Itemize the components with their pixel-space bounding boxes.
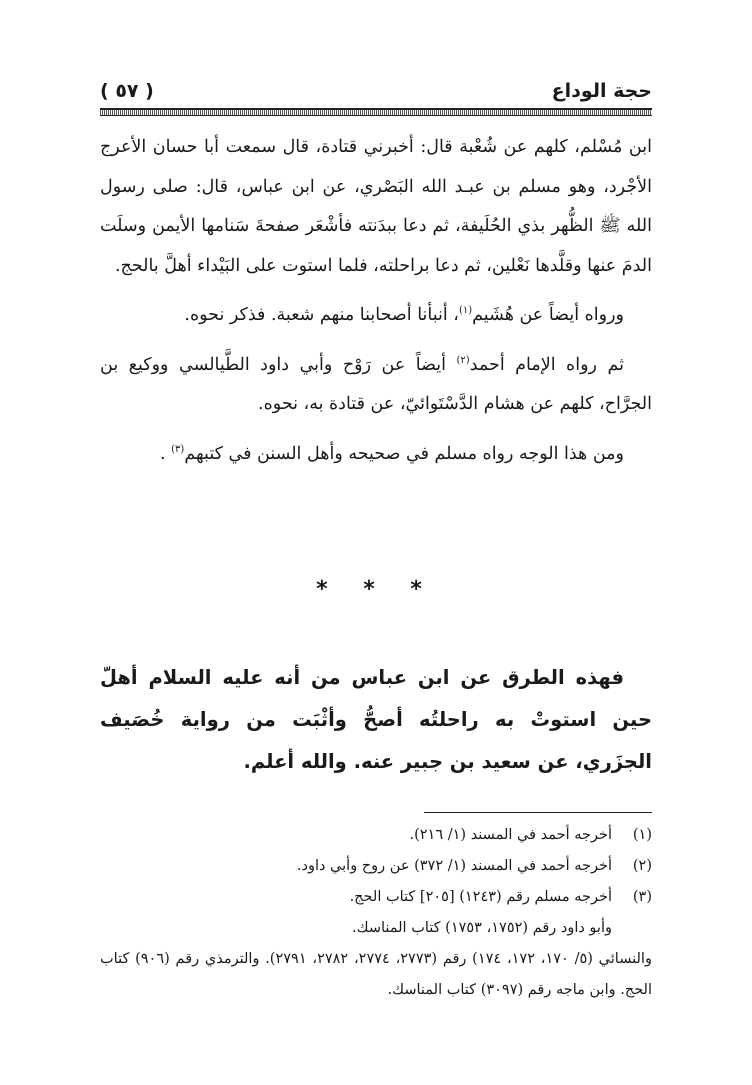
footnote-number: (٢) (632, 858, 652, 874)
para3-rest: أيضاً عن رَوْح وأبي داود الطَّيالسي ووكيع بن الجرَّاح، كلهم عن هشام الدَّسْتَوائيّ، عن قتادة به، نحوه. (100, 354, 652, 414)
section-separator: * * * (316, 577, 436, 602)
paragraph-muslim (100, 435, 652, 475)
footnote-3-continuation (100, 944, 652, 1006)
para4-text: ومن هذا الوجه رواه مسلم في صحيحه وأهل السنن في كتبهم (184, 443, 624, 464)
footnote-3-continuation (100, 913, 652, 944)
para4-end: . (160, 443, 172, 464)
conclusion-block (100, 657, 652, 783)
header-rule (100, 108, 652, 116)
conclusion-text: فهذه الطرق عن ابن عباس من أنه عليه السلام أهلّ حين استوتْ به راحلتُه أصحُّ وأثْبَت من رواية خُصَيف الجزَري، عن سعيد بن جبير عنه. والله أعلم. (100, 666, 652, 773)
footnote-text: أخرجه أحمد في المسند (١/ ٢١٦). (409, 827, 612, 843)
paragraph-hadith: ابن مُسْلم، كلهم عن شُعْبة قال: أخبرني قتادة، قال سمعت أبا حسان الأعرج الأجْرد، وهو مسلم بن عبـد الله البَصْري، عن ابن عباس، قال: صلى رسول الله ﷺ الظُّهر بذي الحُلَيفة، ثم دعا ببدَنته فأشْعَر صفحةَ سَنامها الأيمن وسلَت الدمَ عنها وقلَّدها نَعْلين، ثم دعا براحلته، فلما استوت على البَيْداء أهلَّ بالحج. (100, 137, 652, 276)
footnote-2 (100, 851, 652, 882)
para3-text: ثم رواه الإمام أحمد (469, 354, 624, 375)
footnote-text: وأبو داود رقم (١٧٥٢، ١٧٥٣) كتاب المناسك. (351, 920, 612, 936)
footnote-number: (٣) (632, 889, 652, 905)
footnote-number: (١) (632, 827, 652, 843)
footnote-text: والنسائي (٥/ ١٧٠، ١٧٢، ١٧٤) رقم (٢٧٧٣، ٢٧٧٤، ٢٧٨٢، ٢٧٩١). والترمذي رقم (٩٠٦) كتاب الحج. وابن ماجه رقم (٣٠٩٧) كتاب المناسك. (100, 951, 652, 998)
footnote-3 (100, 882, 652, 913)
footnote-ref-3: (٣) (171, 443, 185, 455)
footnote-ref-2: (٢) (456, 354, 470, 366)
footnote-text: أخرجه أحمد في المسند (١/ ٣٧٢) عن روح وأبي داود. (296, 858, 612, 874)
main-text (100, 128, 652, 474)
footnote-rule (424, 812, 652, 813)
para2-rest: ، أنبأنا أصحابنا منهم شعبة. فذكر نحوه. (184, 305, 459, 325)
page-number: ( ٥٧ ) (100, 80, 154, 102)
page-header (100, 78, 652, 104)
footnote-text: أخرجه مسلم رقم (١٢٤٣) [٢٠٥] كتاب الحج. (349, 889, 612, 905)
footnote-ref-1: (١) (458, 305, 473, 317)
book-title: حجة الوداع (551, 80, 652, 102)
para2-text: ورواه أيضاً عن هُشَيم (472, 305, 624, 325)
paragraph-hushaym (100, 296, 652, 336)
paragraph-ahmad (100, 346, 652, 425)
footnotes (100, 820, 652, 1006)
footnote-1 (100, 820, 652, 851)
